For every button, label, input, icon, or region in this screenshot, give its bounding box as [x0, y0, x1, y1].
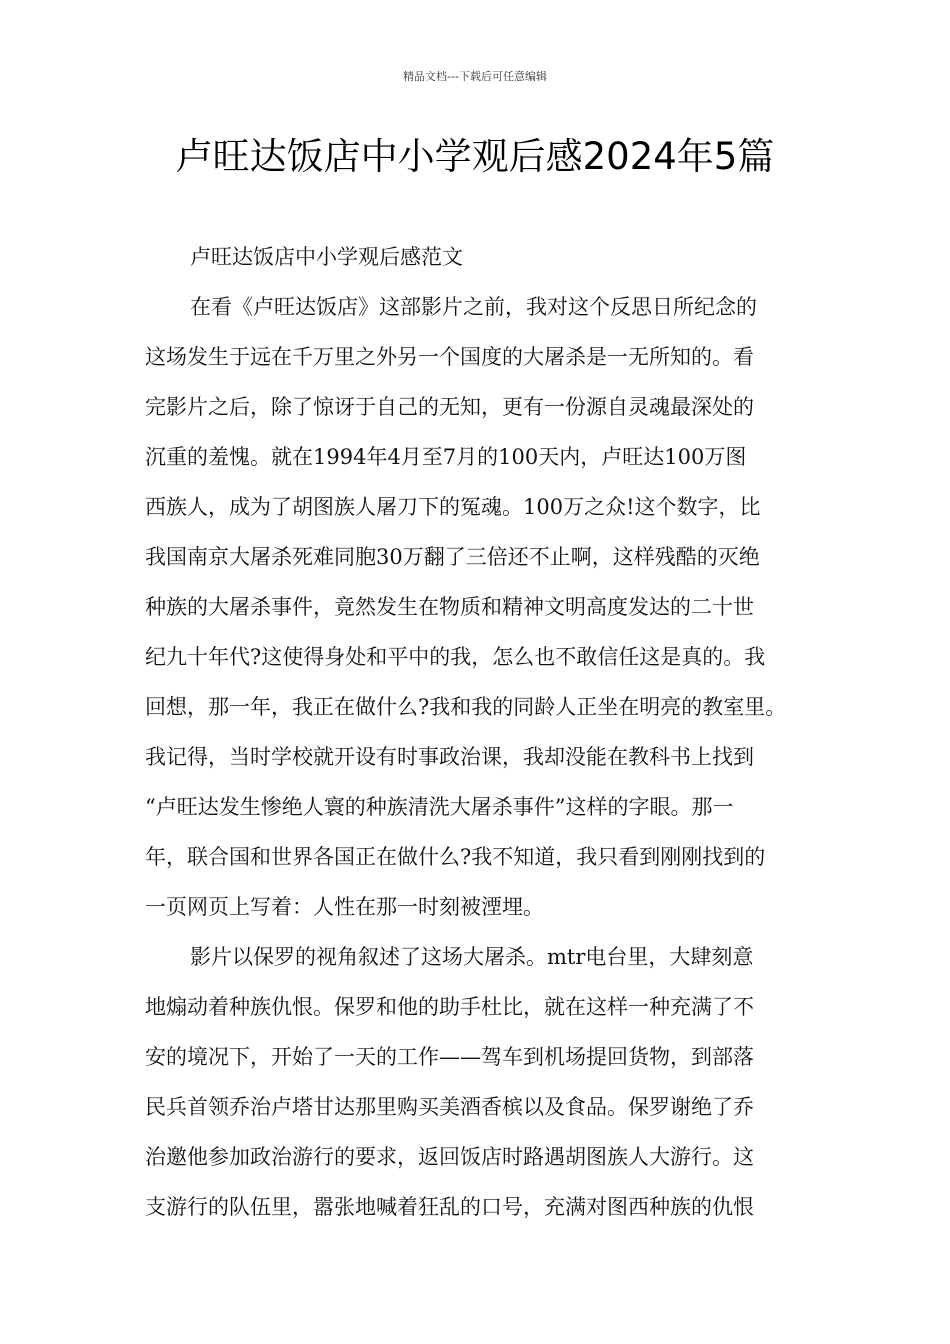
- paragraph-line: 纪九十年代?这使得身处和平中的我，怎么也不敢信任这是真的。我: [145, 645, 766, 669]
- page-header: 精品文档---下载后可任意编辑: [403, 70, 547, 83]
- paragraph-line: 我国南京大屠杀死难同胞30万翻了三倍还不止啊，这样残酷的灭绝: [145, 545, 760, 569]
- paragraph: [145, 932, 810, 1232]
- paragraph-line: 支游行的队伍里，嚣张地喊着狂乱的口号，充满对图西种族的仇恨: [145, 1195, 754, 1219]
- paragraph-line: 在看《卢旺达饭店》这部影片之前，我对这个反思日所纪念的: [190, 295, 757, 319]
- paragraph-line: “卢旺达发生惨绝人寰的种族清洗大屠杀事件”这样的字眼。那一: [145, 795, 734, 819]
- document-body: [145, 232, 810, 1232]
- paragraph: [145, 282, 810, 932]
- paragraph-line: 影片以保罗的视角叙述了这场大屠杀。mtr电台里，大肆刻意: [190, 945, 754, 969]
- paragraph-line: 民兵首领乔治卢塔甘达那里购买美酒香槟以及食品。保罗谢绝了乔: [145, 1095, 754, 1119]
- paragraph-line: 我记得，当时学校就开设有时事政治课，我却没能在教科书上找到: [145, 745, 754, 769]
- paragraph-line: 安的境况下，开始了一天的工作——驾车到机场提回货物，到部落: [145, 1045, 754, 1069]
- paragraph-line: 年，联合国和世界各国正在做什么?我不知道，我只看到刚刚找到的: [145, 845, 766, 869]
- paragraph-line: 回想，那一年，我正在做什么?我和我的同龄人正坐在明亮的教室里。: [145, 695, 787, 719]
- paragraph-line: 种族的大屠杀事件，竟然发生在物质和精神文明高度发达的二十世: [145, 595, 754, 619]
- document-title: 卢旺达饭店中小学观后感2024年5篇: [175, 135, 775, 178]
- paragraph-line: 地煽动着种族仇恨。保罗和他的助手杜比，就在这样一种充满了不: [145, 995, 754, 1019]
- paragraph-line: 西族人，成为了胡图族人屠刀下的冤魂。100万之众!这个数字，比: [145, 495, 761, 519]
- paragraph-line: 一页网页上写着：人性在那一时刻被湮埋。: [145, 895, 544, 919]
- paragraph-line: 治邀他参加政治游行的要求，返回饭店时路遇胡图族人大游行。这: [145, 1145, 754, 1169]
- paragraph-line: 这场发生于远在千万里之外另一个国度的大屠杀是一无所知的。看: [145, 345, 754, 369]
- paragraph-line: 沉重的羞愧。就在1994年4月至7月的100天内，卢旺达100万图: [145, 445, 747, 469]
- paragraph-line: 完影片之后，除了惊讶于自己的无知，更有一份源自灵魂最深处的: [145, 395, 754, 419]
- section-subtitle: 卢旺达饭店中小学观后感范文: [190, 245, 463, 269]
